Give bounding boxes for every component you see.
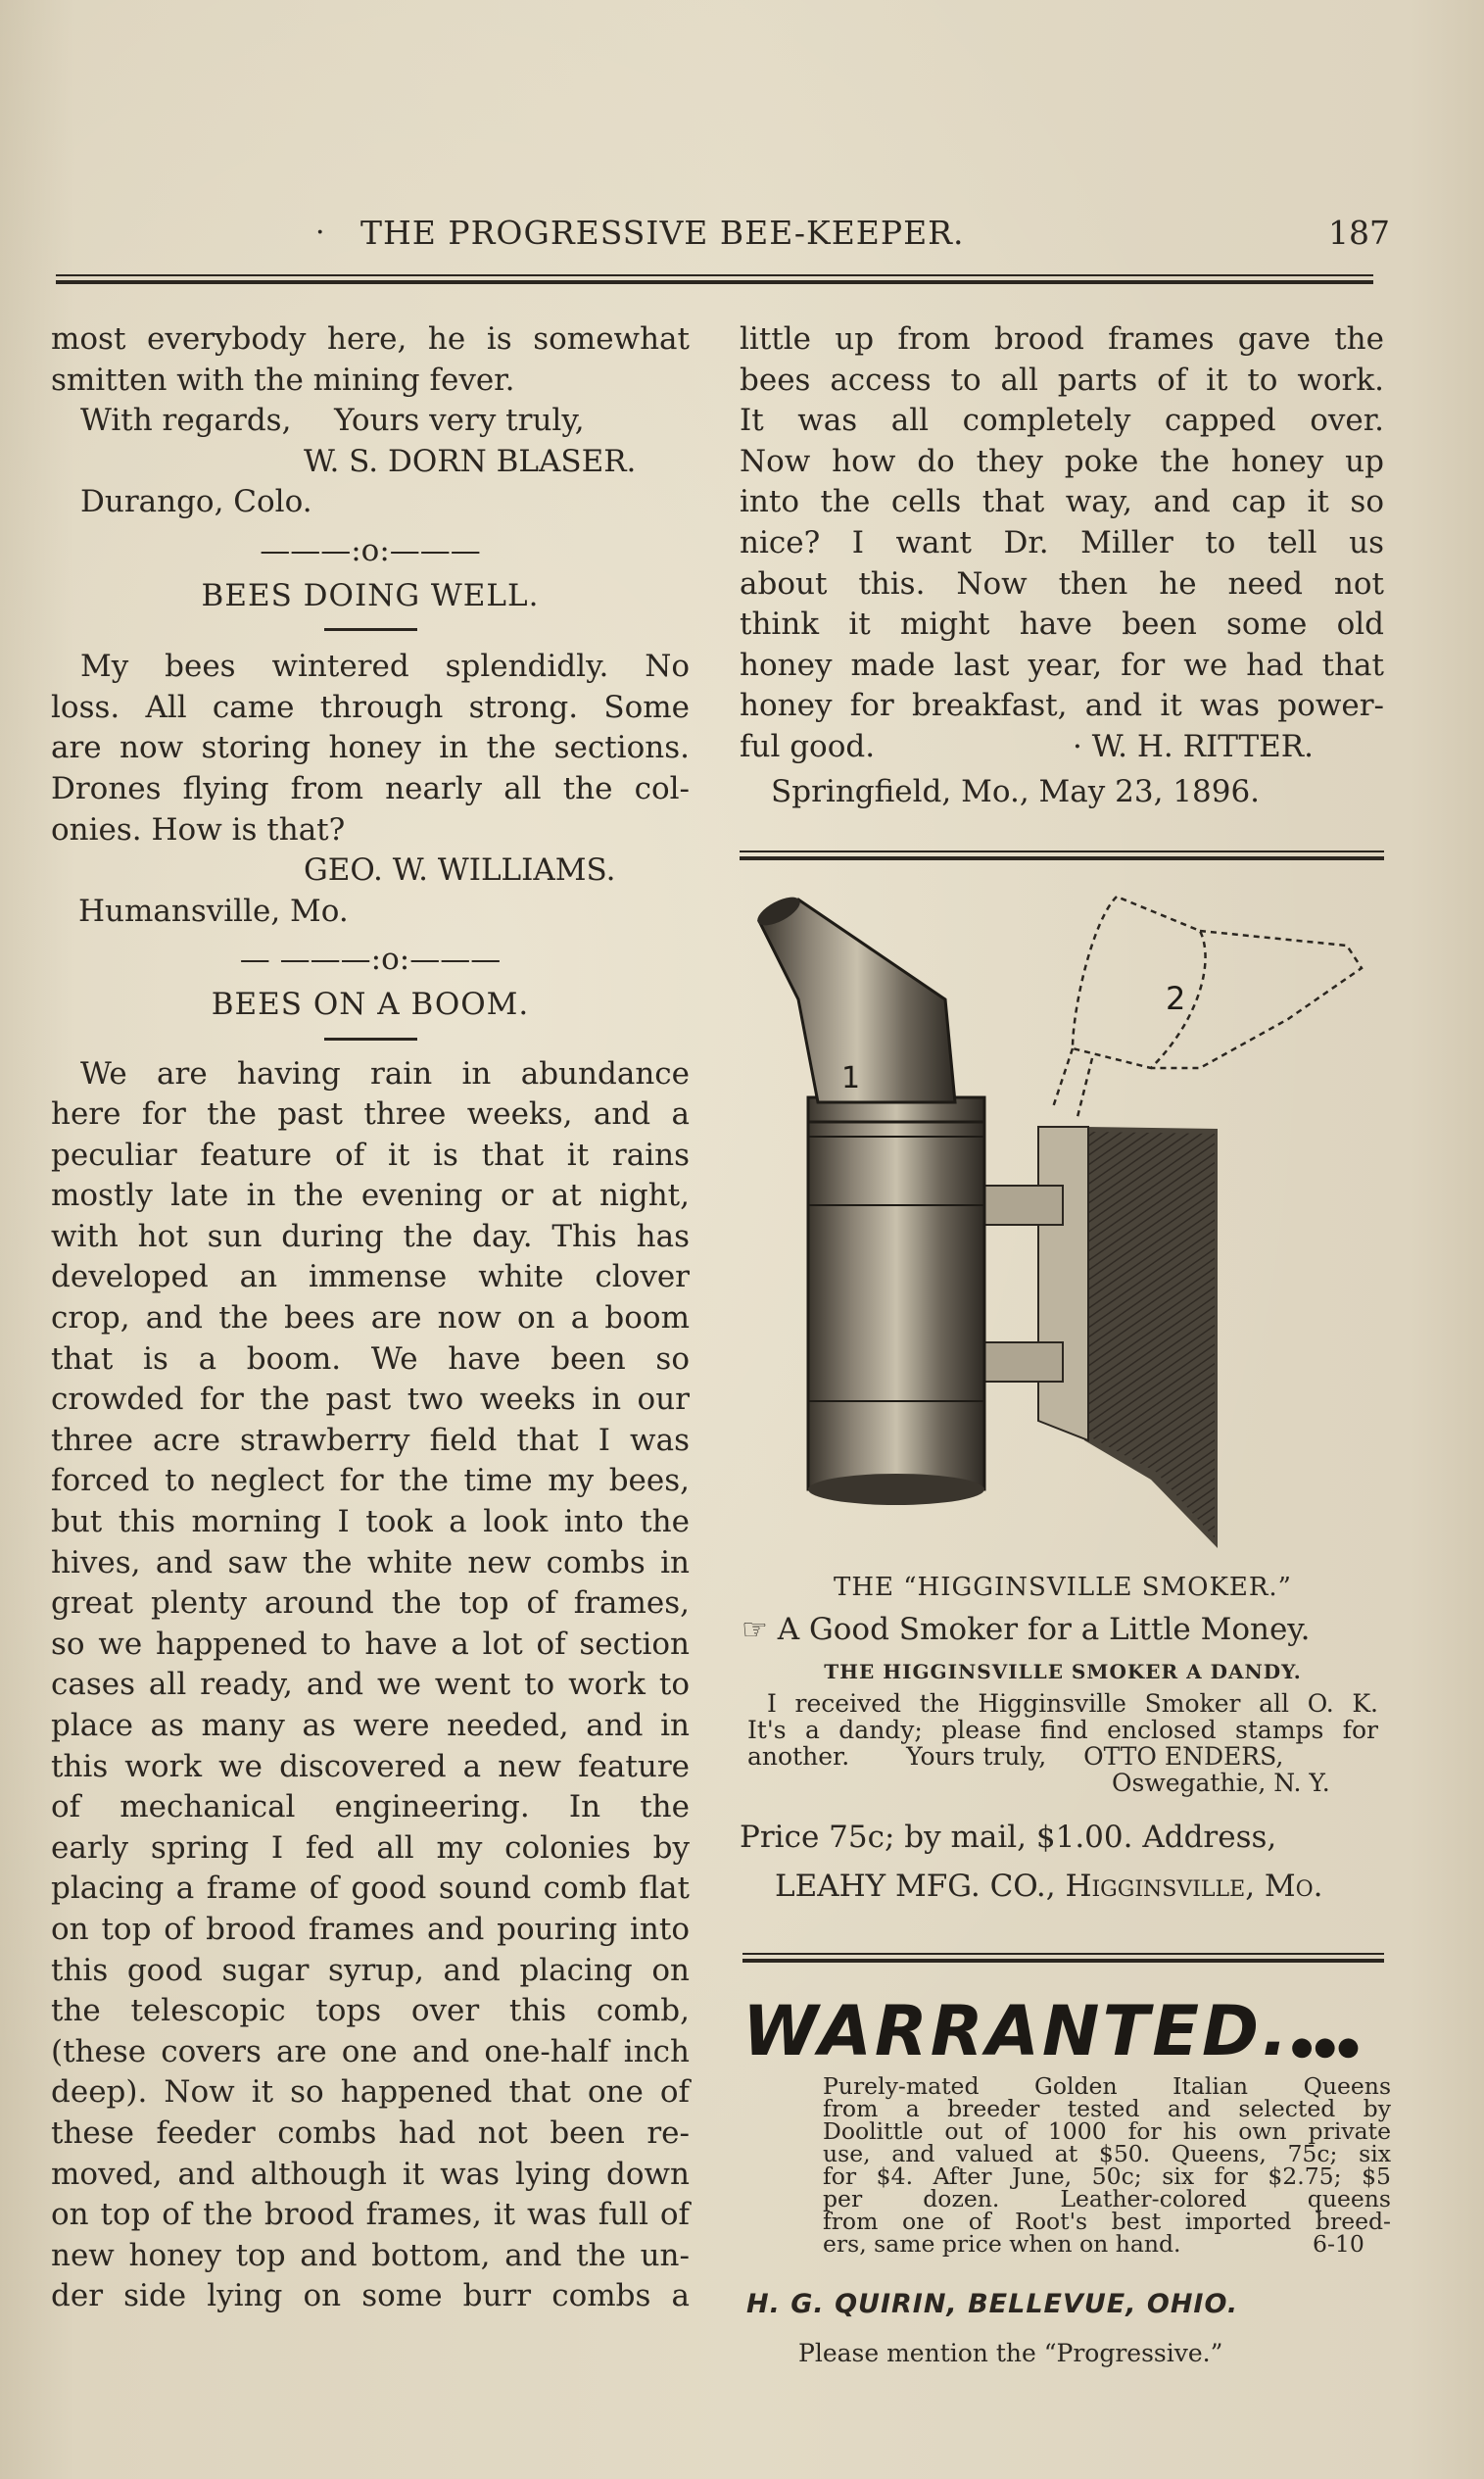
- header-dot: ·: [315, 216, 325, 250]
- text-line: developed an immense white clover: [51, 1259, 690, 1295]
- ad-line: from a breeder tested and selected by: [823, 2095, 1391, 2122]
- place: Durango, Colo.: [80, 484, 312, 520]
- text-line: deep). Now it so happened that one of: [51, 2074, 690, 2111]
- text-line: placing a frame of good sound comb flat: [51, 1871, 690, 1907]
- text-line: forced to neglect for the time my bees,: [51, 1463, 690, 1499]
- text-line: Now how do they poke the honey up: [740, 443, 1384, 479]
- address-line: LEAHY MFG. CO., Higginsville, Mo.: [775, 1869, 1323, 1904]
- ad-line: Purely-mated Golden Italian Queens: [823, 2072, 1391, 2100]
- section-heading: BEES ON A BOOM.: [211, 986, 530, 1022]
- text-line: hives, and saw the white new combs in: [51, 1544, 690, 1580]
- text-line: this work we discovered a new feature: [51, 1748, 690, 1784]
- advertiser-name: H. G. QUIRIN, BELLEVUE, OHIO.: [746, 2289, 1239, 2319]
- text-line: but this morning I took a look into the: [51, 1504, 690, 1540]
- warranted-headline: [742, 1991, 1361, 2071]
- text-line: onies. How is that?: [51, 811, 346, 848]
- price-line: Price 75c; by mail, $1.00. Address,: [740, 1820, 1277, 1855]
- ad-line: for $4. After June, 50c; six for $2.75; $5: [823, 2163, 1391, 2190]
- journal-title: THE PROGRESSIVE BEE-KEEPER.: [360, 214, 965, 252]
- text-line: new honey top and bottom, and the un-: [51, 2237, 690, 2273]
- text-line: so we happened to have a lot of section: [51, 1626, 690, 1662]
- text-line: here for the past three weeks, and a: [51, 1096, 690, 1133]
- text-line: into the cells that way, and cap it so: [740, 484, 1384, 520]
- tagline-line: [740, 1607, 1386, 1653]
- testimonial-heading: THE HIGGINSVILLE SMOKER A DANDY.: [824, 1660, 1302, 1683]
- text-line: der side lying on some burr combs a: [51, 2278, 690, 2314]
- bellows-front: [1038, 1127, 1088, 1440]
- smoker-caption: THE “HIGGINSVILLE SMOKER.”: [834, 1573, 1292, 1602]
- testimonial-signature-line: [747, 1743, 1378, 1770]
- text-line: (these covers are one and one-half inch: [51, 2033, 690, 2069]
- signature: GEO. W. WILLIAMS.: [304, 852, 616, 889]
- text-line: Drones flying from nearly all the col-: [51, 770, 690, 806]
- testimonial-signature: OTTO ENDERS,: [1083, 1742, 1284, 1771]
- testimonial: [740, 1690, 1386, 1796]
- text-line: We are having rain in abundance: [80, 1055, 690, 1092]
- smoker-illustration: [740, 892, 1386, 1568]
- ornament: ●●●: [1290, 2032, 1361, 2062]
- text-line: My bees wintered splendidly. No: [80, 649, 690, 685]
- heading-rule: [324, 1038, 417, 1041]
- section-heading: BEES DOING WELL.: [201, 577, 540, 613]
- signature-line: [740, 727, 1384, 768]
- pointing-hand-icon: ☞: [742, 1613, 768, 1647]
- regards: With regards,: [80, 403, 292, 439]
- text-line: three acre strawberry field that I was: [51, 1422, 690, 1458]
- figure-label-1: 1: [841, 1061, 861, 1095]
- text-line: peculiar feature of it is that it rains: [51, 1137, 690, 1173]
- section-separator: ———:o:———: [260, 532, 481, 568]
- ad-line: ers, same price when on hand.: [823, 2230, 1181, 2258]
- testimonial-yours: Yours truly,: [906, 1742, 1047, 1771]
- text-line: that is a boom. We have been so: [51, 1340, 690, 1377]
- section-separator: — ———:o:———: [239, 942, 502, 978]
- ad-line: per dozen. Leather-colored queens: [823, 2185, 1391, 2212]
- smoker-drawing: [740, 892, 1386, 1568]
- testimonial-line: another.: [747, 1742, 850, 1771]
- text-line: early spring I fed all my colonies by: [51, 1829, 690, 1866]
- text-line: bees access to all parts of it to work.: [740, 362, 1384, 398]
- dateline: Springfield, Mo., May 23, 1896.: [771, 773, 1261, 809]
- text-line: most everybody here, he is somewhat: [51, 321, 690, 357]
- closing-line: [51, 401, 690, 442]
- text-line: on top of brood frames and pouring into: [51, 1911, 690, 1947]
- figure-label-2: 2: [1166, 980, 1186, 1017]
- text-line: smitten with the mining fever.: [51, 362, 515, 398]
- text-line: the telescopic tops over this comb,: [51, 1993, 690, 2029]
- left-column: [51, 319, 690, 2317]
- ad-line: from one of Root's best imported breed-: [823, 2208, 1391, 2235]
- text-line: It was all completely capped over.: [740, 403, 1384, 439]
- text-line: this good sugar syrup, and placing on: [51, 1952, 690, 1988]
- signature: W. S. DORN BLASER.: [304, 443, 637, 479]
- warranted-title: WARRANTED.: [742, 1991, 1291, 2071]
- text-line: about this. Now then he need not: [740, 565, 1384, 602]
- text-line: of mechanical engineering. In the: [51, 1789, 690, 1825]
- place: Humansville, Mo.: [78, 893, 349, 929]
- text-line: on top of the brood frames, it was full of: [51, 2197, 690, 2233]
- testimonial-line: I received the Higginsville Smoker all O. K.: [767, 1689, 1378, 1718]
- ad-code: 6-10: [1313, 2230, 1364, 2258]
- text-line: ful good.: [740, 728, 876, 764]
- smoker-tagline: A Good Smoker for a Little Money.: [777, 1612, 1311, 1647]
- ad-line: use, and valued at $50. Queens, 75c; six: [823, 2140, 1391, 2167]
- right-column: [740, 319, 1384, 812]
- text-line: cases all ready, and we went to work to: [51, 1667, 690, 1703]
- text-line: crowded for the past two weeks in our: [51, 1382, 690, 1418]
- ad-last-line: [823, 2230, 1391, 2258]
- page-number: 187: [1328, 214, 1390, 252]
- running-header: [0, 206, 1484, 255]
- mention-line: Please mention the “Progressive.”: [798, 2339, 1223, 2367]
- text-line: loss. All came through strong. Some: [51, 689, 690, 725]
- text-line: mostly late in the evening or at night,: [51, 1178, 690, 1214]
- testimonial-line: It's a dandy; please find enclosed stamps for: [747, 1716, 1378, 1744]
- warranted-body: [823, 2072, 1391, 2258]
- text-line: place as many as were needed, and in: [51, 1708, 690, 1743]
- text-line: great plenty around the top of frames,: [51, 1585, 690, 1622]
- text-line: honey made last year, for we had that: [740, 647, 1384, 683]
- smoker-body: [808, 1097, 984, 1489]
- text-line: think it might have been some old: [740, 607, 1384, 643]
- signature: · W. H. RITTER.: [1073, 728, 1314, 764]
- testimonial-place: Oswegathie, N. Y.: [1112, 1769, 1330, 1797]
- smoker-ad: [740, 1568, 1386, 1908]
- section-rule: [740, 851, 1384, 860]
- text-line: moved, and although it was lying down: [51, 2156, 690, 2192]
- text-line: nice? I want Dr. Miller to tell us: [740, 524, 1384, 560]
- text-line: crop, and the bees are now on a boom: [51, 1300, 690, 1337]
- yours-truly: Yours very truly,: [334, 403, 585, 439]
- text-line: these feeder combs had not been re-: [51, 2114, 690, 2151]
- ad-line: Doolittle out of 1000 for his own private: [823, 2117, 1391, 2145]
- text-line: little up from brood frames gave the: [740, 321, 1384, 357]
- header-rule: [56, 274, 1373, 284]
- section-rule: [742, 1953, 1384, 1963]
- text-line: with hot sun during the day. This has: [51, 1218, 690, 1254]
- text-line: honey for breakfast, and it was power-: [740, 688, 1384, 724]
- heading-rule: [324, 628, 417, 631]
- text-line: are now storing honey in the sections.: [51, 730, 690, 766]
